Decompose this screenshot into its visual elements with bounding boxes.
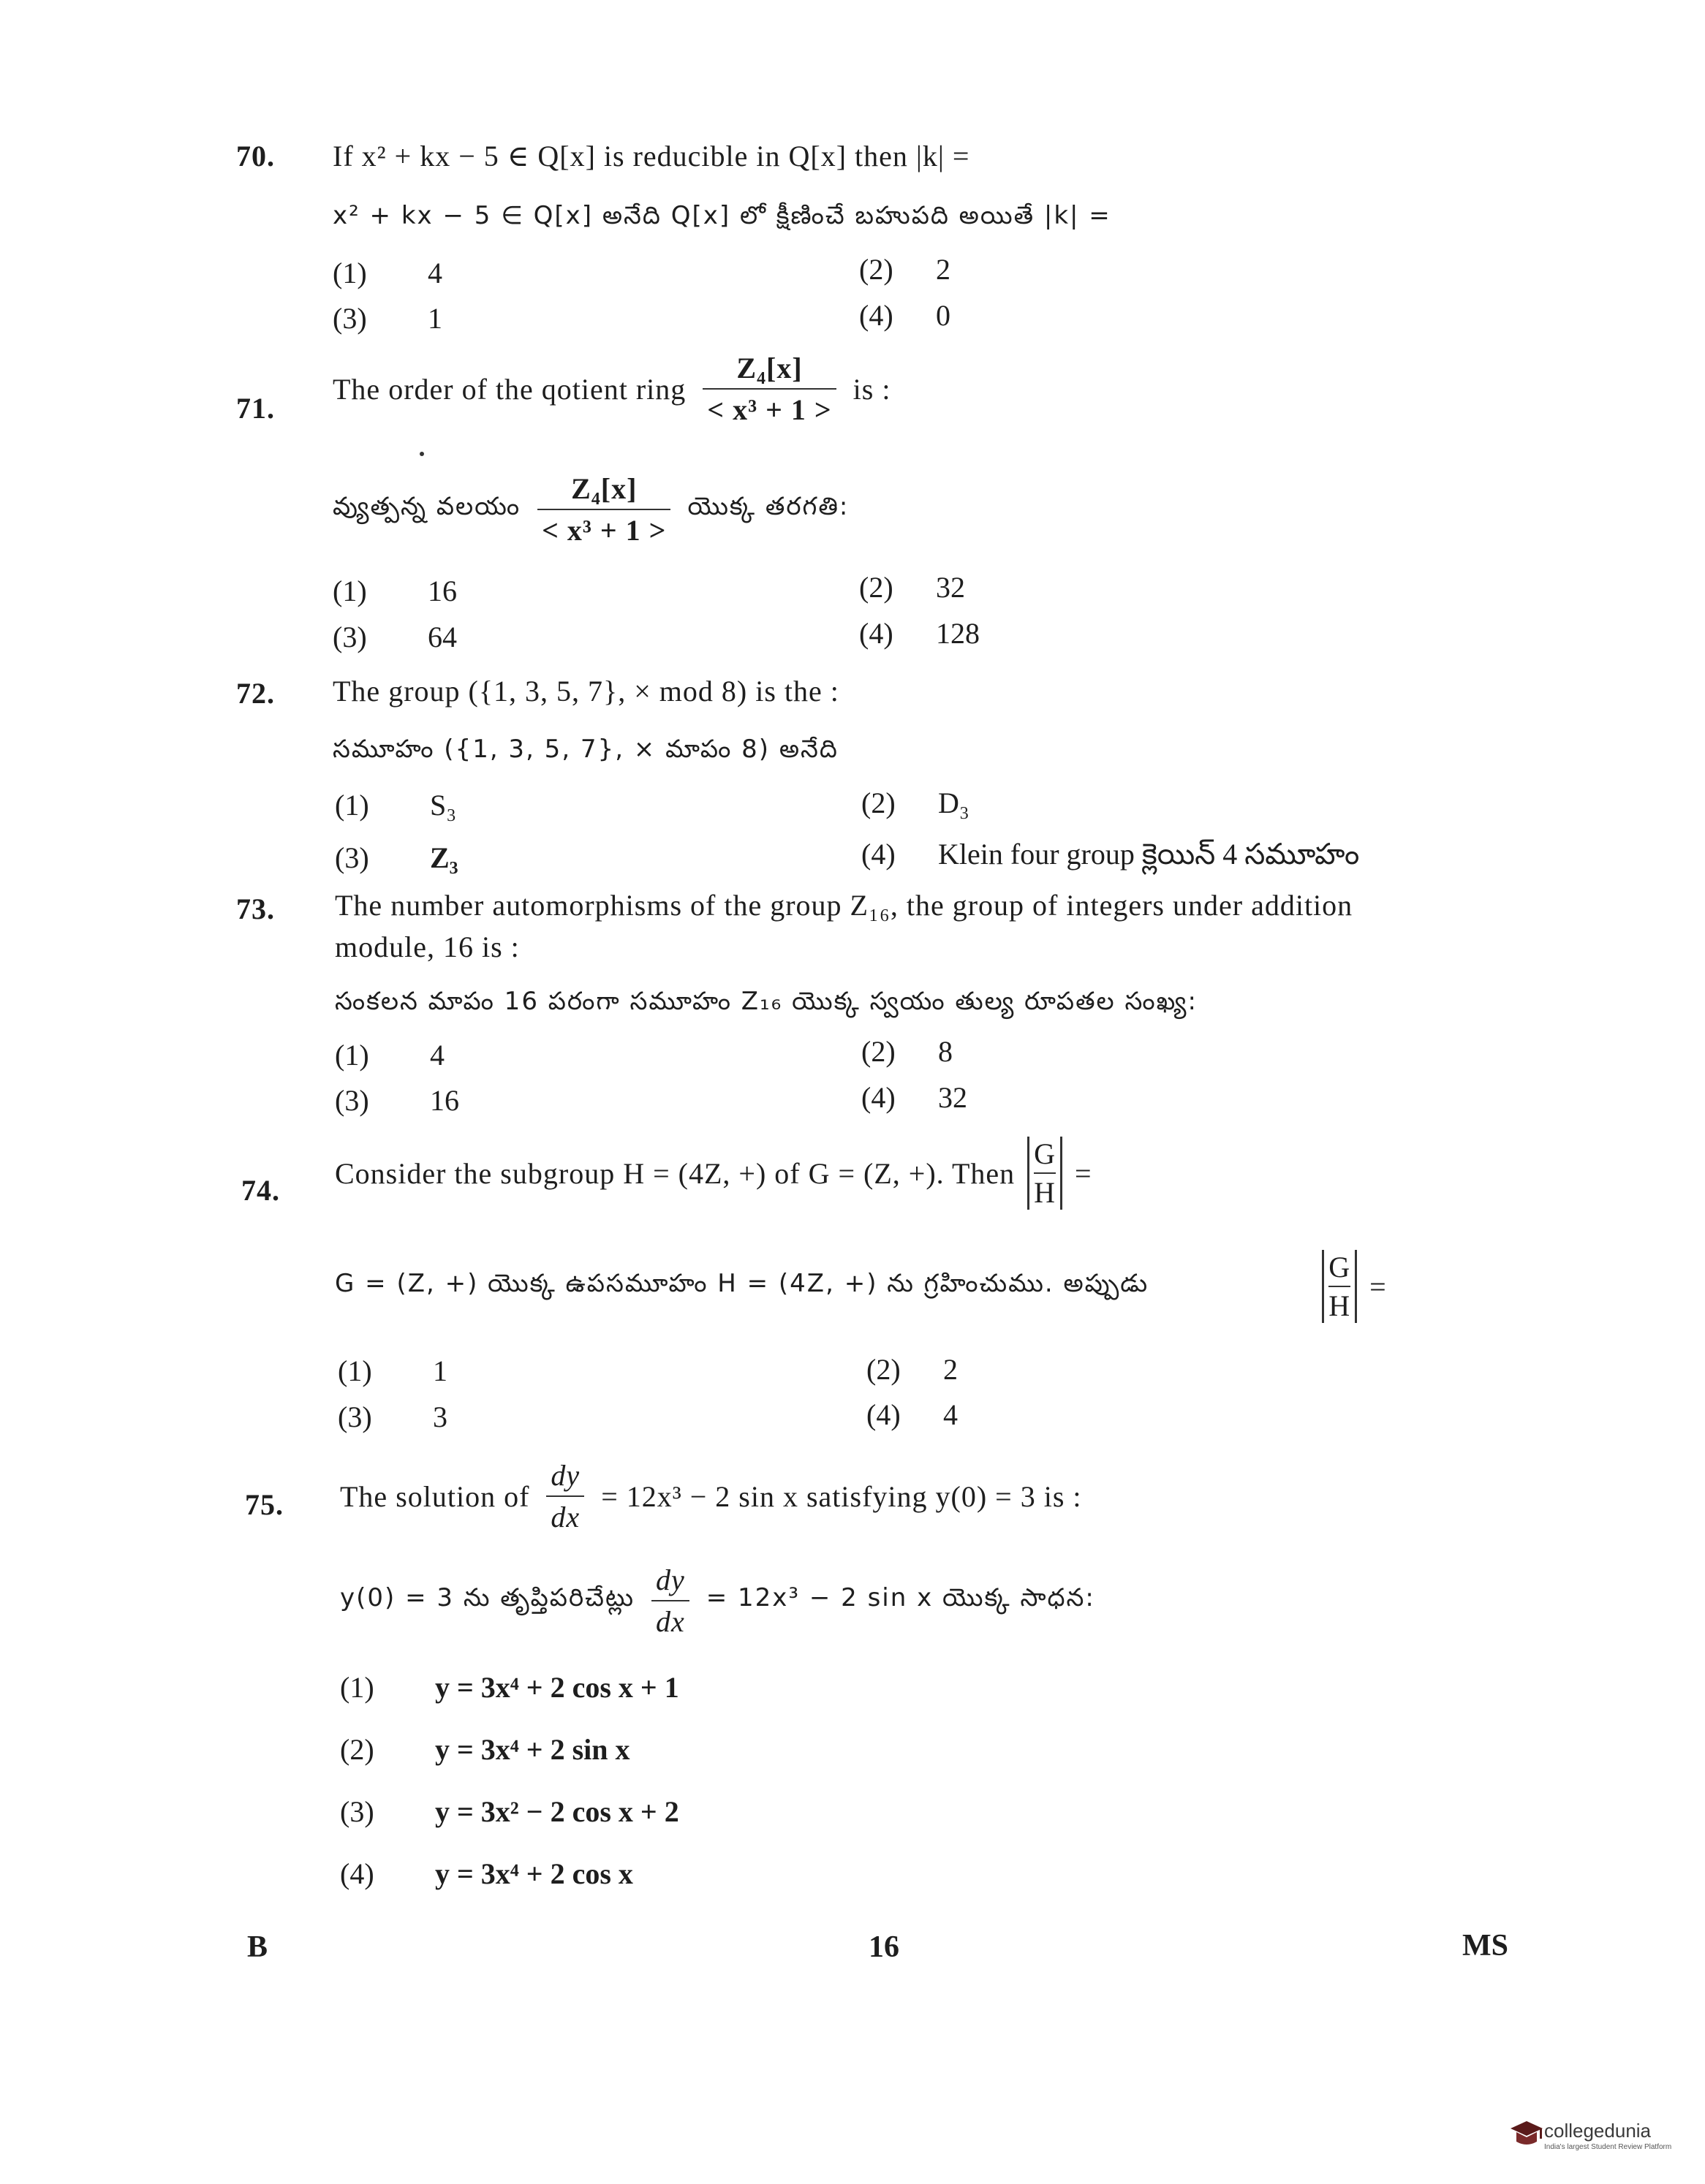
question-number: 74. [241, 1174, 280, 1207]
option: (2) D₃ [861, 786, 969, 819]
question-text-te: x² + kx − 5 ∈ Q[x] అనేది Q[x] లో క్షీణించే బహుపది అయితే |k| = [333, 201, 1111, 230]
option: (3) Z₃ [335, 841, 458, 874]
option: (4) 32 [861, 1081, 967, 1114]
option: (3) y = 3x² − 2 cos x + 2 [340, 1795, 679, 1828]
quotient-group-order: $\frac{G}{H}$ [1027, 1137, 1062, 1210]
question-text-te: వ్యుత్పన్న వలయం $\frac{\text{Z₄[x]}}{\text{< x³ + 1 >}}$ యొక్క తరగతి: [333, 472, 850, 547]
option: (1) y = 3x⁴ + 2 cos x + 1 [340, 1671, 679, 1704]
question-text-en: The solution of $\frac{dy}{dx}$ = 12x³ − 2 sin x satisfying y(0) = 3 is : [340, 1459, 1082, 1533]
option: (1) 1 [338, 1354, 447, 1387]
option: (2) y = 3x⁴ + 2 sin x [340, 1733, 630, 1766]
option: (1) 16 [333, 575, 457, 607]
question-text-en: The number automorphisms of the group Z₁₆, the group of integers under addition [335, 889, 1353, 922]
derivative-fraction: $\frac{dy}{dx}$ [546, 1458, 584, 1534]
question-number: 73. [236, 892, 275, 925]
question-number: 71. [236, 392, 275, 425]
option: (3) 1 [333, 302, 442, 335]
option: (2) 2 [866, 1353, 958, 1386]
option: (1) S₃ [335, 789, 457, 822]
footer-code: MS [1462, 1929, 1508, 1963]
quotient-ring-fraction: $\frac{\text{Z₄[x]}}{\text{< x³ + 1 >}}$ [537, 471, 670, 547]
option: (4) Klein four group క్లెయిన్ 4 సమూహం [861, 838, 1360, 871]
question-number: 75. [245, 1488, 284, 1521]
question-text-en-cont: module, 16 is : [335, 930, 520, 963]
question-text-te: సమూహం ({1, 3, 5, 7}, × మాపం 8) అనేది [333, 735, 839, 764]
question-number: 70. [236, 140, 275, 172]
option: (4) 128 [859, 617, 980, 650]
question-text-en: The group ({1, 3, 5, 7}, × mod 8) is the : [333, 675, 839, 708]
logo-tagline: India's largest Student Review Platform [1544, 2143, 1672, 2151]
page-number: 16 [869, 1930, 899, 1964]
logo-text: collegedunia [1544, 2120, 1652, 2142]
option: (4) 0 [859, 299, 950, 332]
quotient-ring-fraction: $\frac{\text{Z₄[x]}}{\text{< x³ + 1 >}}$ [703, 351, 836, 427]
option: (3) 16 [335, 1084, 459, 1117]
question-text-en: Consider the subgroup H = (4Z, +) of G = (Z, +). Then $\frac{G}{H}$ = [335, 1137, 1092, 1209]
option: (3) 64 [333, 621, 457, 653]
option: (2) 2 [859, 253, 950, 286]
speck [420, 452, 424, 456]
quotient-group-order: $\frac{G}{H}$ [1322, 1250, 1357, 1323]
option: (4) 4 [866, 1398, 958, 1431]
option: (3) 3 [338, 1400, 447, 1433]
option: (2) 8 [861, 1035, 953, 1068]
option: (4) y = 3x⁴ + 2 cos x [340, 1857, 633, 1890]
question-text-te: G = (Z, +) యొక్క ఉపసమూహం H = (4Z, +) ను గ్రహించుము. అప్పుడు $\frac{G}{H}$ = [335, 1251, 1387, 1322]
option: (2) 32 [859, 571, 965, 604]
footer-series: B [247, 1930, 268, 1964]
question-text-en: The order of the qotient ring $\frac{\text{Z₄[x]}}{\text{< x³ + 1 >}}$ is : [333, 352, 891, 426]
question-text-te: y(0) = 3 ను తృప్తిపరిచేట్లు $\frac{dy}{dx}$ = 12x³ − 2 sin x యొక్క సాధన: [340, 1563, 1095, 1638]
option: (1) 4 [333, 257, 442, 289]
question-text-te: సంకలన మాపం 16 పరంగా సమూహం Z₁₆ యొక్క స్వయం తుల్య రూపతల సంఖ్య: [335, 987, 1198, 1016]
option: (1) 4 [335, 1039, 445, 1072]
question-text-en: If x² + kx − 5 ∈ Q[x] is reducible in Q[x] then |k| = [333, 140, 970, 172]
question-number: 72. [236, 677, 275, 710]
derivative-fraction: $\frac{dy}{dx}$ [651, 1563, 689, 1639]
